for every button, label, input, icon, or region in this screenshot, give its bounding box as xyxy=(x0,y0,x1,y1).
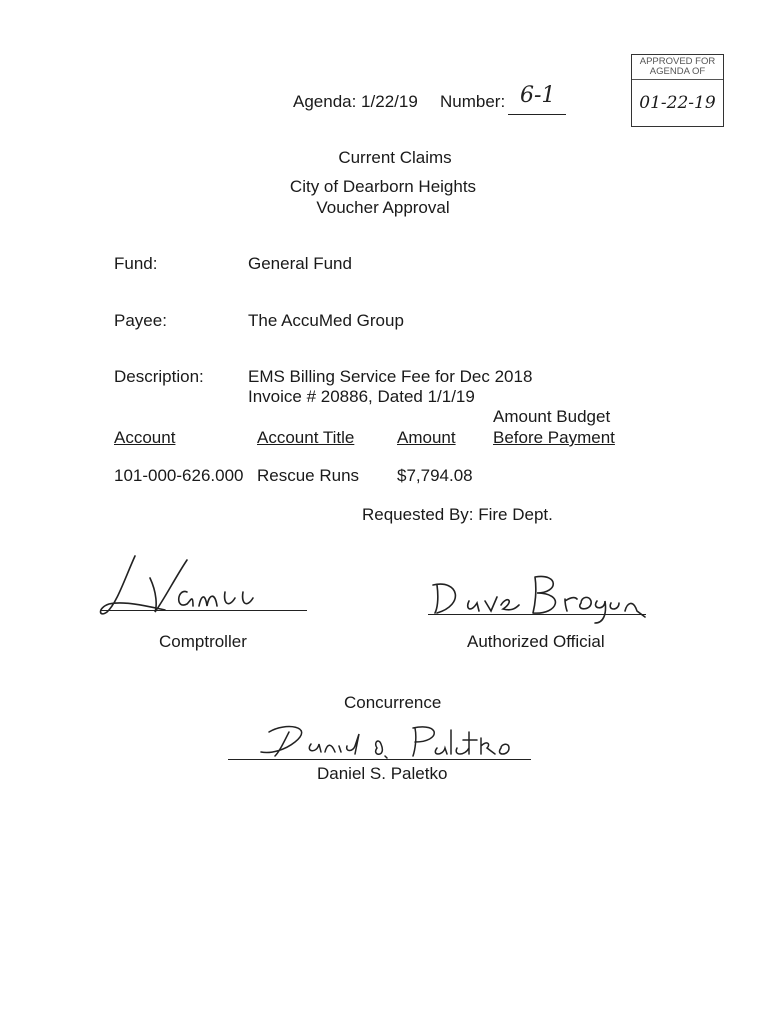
header-account: Account xyxy=(114,428,176,447)
row-amount: $7,794.08 xyxy=(397,466,473,485)
payee-label: Payee: xyxy=(114,311,167,330)
comptroller-line xyxy=(100,610,307,611)
title-current-claims: Current Claims xyxy=(338,148,452,167)
row-account-title: Rescue Runs xyxy=(257,466,360,485)
header-amount: Amount xyxy=(397,428,456,447)
concurrence-line xyxy=(228,759,531,760)
stamp-date: 01-22-19 xyxy=(639,93,716,113)
number-label: Number: xyxy=(440,92,506,111)
official-label: Authorized Official xyxy=(467,632,605,651)
header-account-title: Account Title xyxy=(257,428,355,447)
header-before-payment: Before Payment xyxy=(493,428,615,447)
comptroller-signature xyxy=(95,548,315,628)
concurrence-label: Concurrence xyxy=(344,693,442,712)
title-voucher-approval: Voucher Approval xyxy=(316,198,450,217)
number-underline xyxy=(508,114,566,115)
concurrence-name: Daniel S. Paletko xyxy=(317,764,448,783)
header-amount-budget: Amount Budget xyxy=(493,407,611,426)
official-line xyxy=(428,614,646,615)
number-value: 6-1 xyxy=(520,83,556,108)
agenda-date: Agenda: 1/22/19 xyxy=(293,92,418,111)
description-label: Description: xyxy=(114,367,204,386)
official-signature xyxy=(425,565,665,625)
row-account: 101-000-626.000 xyxy=(114,466,244,485)
description-line1: EMS Billing Service Fee for Dec 2018 xyxy=(248,367,533,386)
fund-value: General Fund xyxy=(248,254,352,273)
fund-label: Fund: xyxy=(114,254,158,273)
payee-value: The AccuMed Group xyxy=(248,311,404,330)
requested-by: Requested By: Fire Dept. xyxy=(362,505,553,524)
description-line2: Invoice # 20886, Dated 1/1/19 xyxy=(248,387,475,406)
approval-stamp xyxy=(631,54,724,127)
concurrence-signature xyxy=(255,718,535,768)
title-city: City of Dearborn Heights xyxy=(289,177,477,196)
stamp-header: APPROVED FOR AGENDA OF xyxy=(632,55,723,80)
comptroller-label: Comptroller xyxy=(159,632,247,651)
